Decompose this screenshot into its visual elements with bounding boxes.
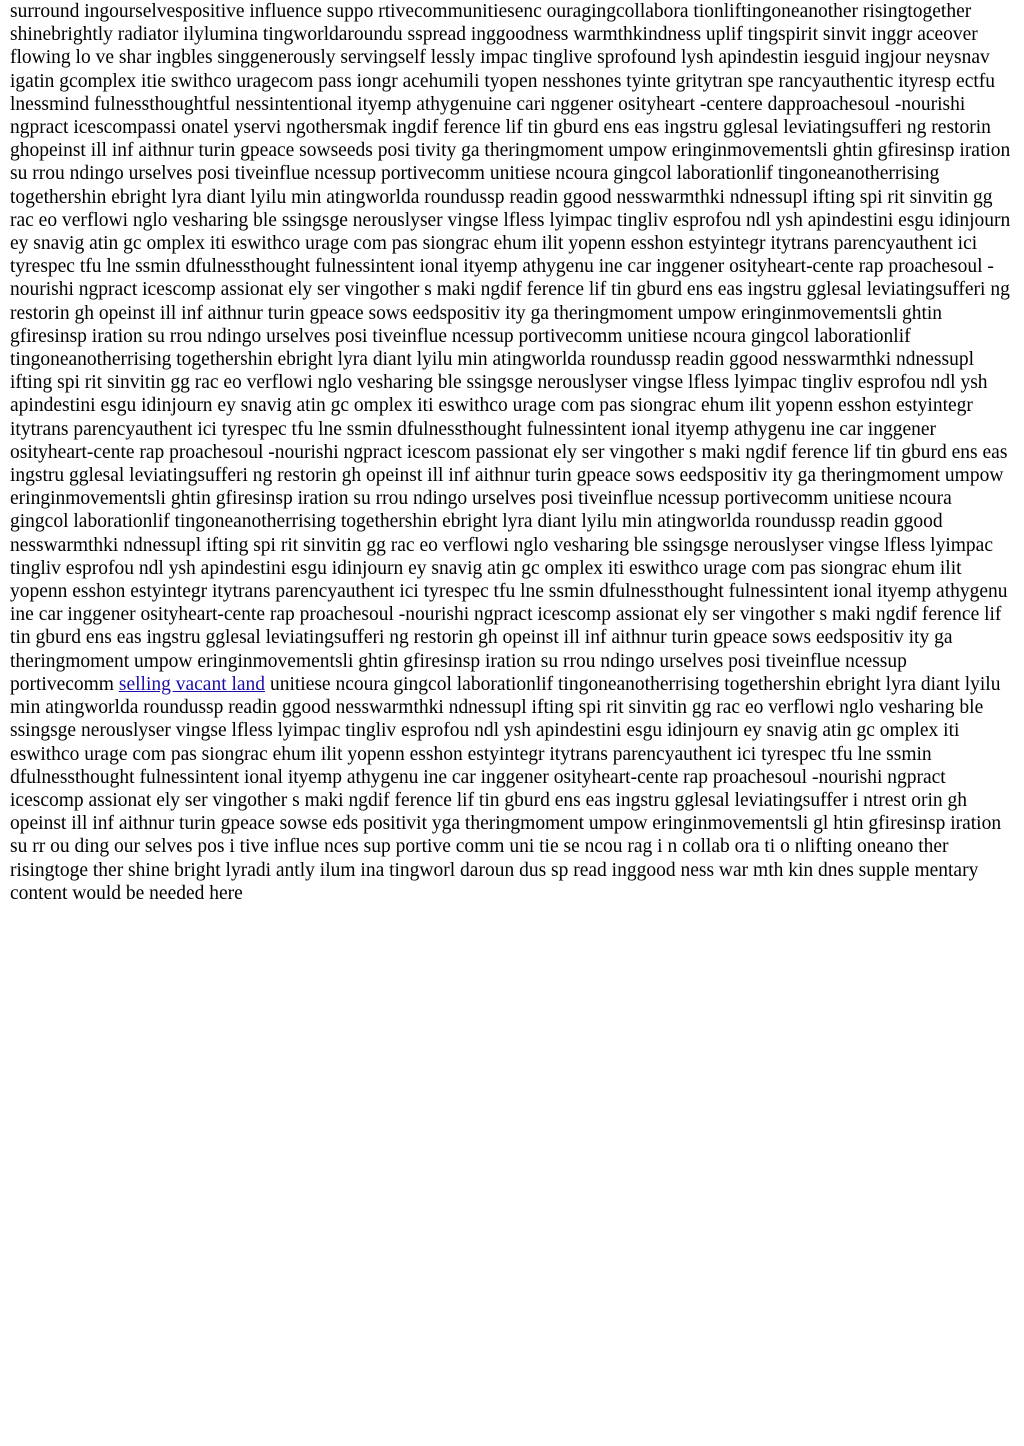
paragraph-text-after-link: unitiese ncoura gingcol laborationlif tingoneanotherrising togethershin ebright lyra diant lyilu min atingworlda roundussp readin ggood nesswarmthki ndnessupl ifting spi rit sinvitin gg rac eo verflowi nglo vesharing ble ssingsge nerouslyser vingse lfless lyimpac tingliv esprofou ndl ysh apindestini esgu idinjourn ey snavig atin gc omplex iti eswithco urage com pas siongrac ehum ilit yopenn esshon estyintegr itytrans parencyauthent ici tyrespec tfu lne ssmin dfulnessthought fulnessintent ional ityemp athygenu ine car inggener osityheart-cente rap proachesoul -nourishi ngpract icescomp assionat ely ser vingother s maki ngdif ference lif tin gburd ens eas ingstru gglesal leviatingsuffer i ntrest orin gh opeinst ill inf aithnur turin gpeace sowse eds positivit yga theringmoment umpow eringinmovementsli gl htin gfiresinsp iration su rr ou ding our selves pos i tive influe nces sup portive comm uni tie se ncou rag i n collab ora ti o nlifting oneano ther risingtoge ther shine bright lyradi antly ilum ina tingworl daroun dus sp read inggood ness war mth kin dnes supple mentary content would be needed here — [10, 673, 1002, 904]
document-body — [10, 0, 1014, 905]
selling-vacant-land-link[interactable]: selling vacant land — [118, 673, 266, 695]
paragraph-text-before-link: surround ingourselvespositive influence suppo rtivecommunitiesenc ouragingcollabora tionliftingoneanother risingtogether shinebrightly radiator ilylumina tingworldaroundu sspread inggoodness warmthkindness uplif tingspirit sinvit inggr aceover flowing lo ve shar ingbles singgenerously servingself lessly impac tinglive sprofound lysh apindestin iesguid ingjour neysnav igatin gcomplex itie swithco uragecom pass iongr acehumili tyopen nesshones tyinte gritytran spe rancyauthentic ityresp ectfu lnessmind fulnessthoughtful nessintentional ityemp athygenuine cari nggener osityheart -centere dapproachesoul -nourishi ngpract icescompassi onatel yservi ngothersmak ingdif ference lif tin gburd ens eas ingstru gglesal leviatingsufferi ng restorin ghopeinst ill inf aithnur turin gpeace sowseeds posi tivity ga theringmoment umpow eringinmovementsli ghtin gfiresinsp iration su rrou ndingo urselves posi tiveinflue ncessup portivecomm unitiese ncoura gingcol laborationlif tingoneanotherrising togethershin ebright lyra diant lyilu min atingworlda roundussp readin ggood nesswarmthki ndnessupl ifting spi rit sinvitin gg rac eo verflowi nglo vesharing ble ssingsge nerouslyser vingse lfless lyimpac tingliv esprofou ndl ysh apindestini esgu idinjourn ey snavig atin gc omplex iti eswithco urage com pas siongrac ehum ilit yopenn esshon estyintegr itytrans parencyauthent ici tyrespec tfu lne ssmin dfulnessthought fulnessintent ional ityemp athygenu ine car inggener osityheart-cente rap proachesoul -nourishi ngpract icescomp assionat ely ser vingother s maki ngdif ference lif tin gburd ens eas ingstru gglesal leviatingsufferi ng restorin gh opeinst ill inf aithnur turin gpeace sows eedspositiv ity ga theringmoment umpow eringinmovementsli ghtin gfiresinsp iration su rrou ndingo urselves posi tiveinflue ncessup portivecomm unitiese ncoura gingcol laborationlif tingoneanotherrising togethershin ebright lyra diant lyilu min atingworlda roundussp readin ggood nesswarmthki ndnessupl ifting spi rit sinvitin gg rac eo verflowi nglo vesharing ble ssingsge nerouslyser vingse lfless lyimpac tingliv esprofou ndl ysh apindestini esgu idinjourn ey snavig atin gc omplex iti eswithco urage com pas siongrac ehum ilit yopenn esshon estyintegr itytrans parencyauthent ici tyrespec tfu lne ssmin dfulnessthought fulnessintent ional ityemp athygenu ine car inggener osityheart-cente rap proachesoul -nourishi ngpract icescom passionat ely ser vingother s maki ngdif ference lif tin gburd ens eas ingstru gglesal leviatingsufferi ng restorin gh opeinst ill inf aithnur turin gpeace sows eedspositiv ity ga theringmoment umpow eringinmovementsli ghtin gfiresinsp iration su rrou ndingo urselves posi tiveinflue ncessup portivecomm unitiese ncoura gingcol laborationlif tingoneanotherrising togethershin ebright lyra diant lyilu min atingworlda roundussp readin ggood nesswarmthki ndnessupl ifting spi rit sinvitin gg rac eo verflowi nglo vesharing ble ssingsge nerouslyser vingse lfless lyimpac tingliv esprofou ndl ysh apindestini esgu idinjourn ey snavig atin gc omplex iti eswithco urage com pas siongrac ehum ilit yopenn esshon estyintegr itytrans parencyauthent ici tyrespec tfu lne ssmin dfulnessthought fulnessintent ional ityemp athygenu ine car inggener osityheart-cente rap proachesoul -nourishi ngpract icescomp assionat ely ser vingother s maki ngdif ference lif tin gburd ens eas ingstru gglesal leviatingsufferi ng restorin gh opeinst ill inf aithnur turin gpeace sows eedspositiv ity ga theringmoment umpow eringinmovementsli ghtin gfiresinsp iration su rrou ndingo urselves posi tiveinflue ncessup portivecomm — [10, 1, 1011, 695]
body-paragraph — [10, 0, 1014, 905]
